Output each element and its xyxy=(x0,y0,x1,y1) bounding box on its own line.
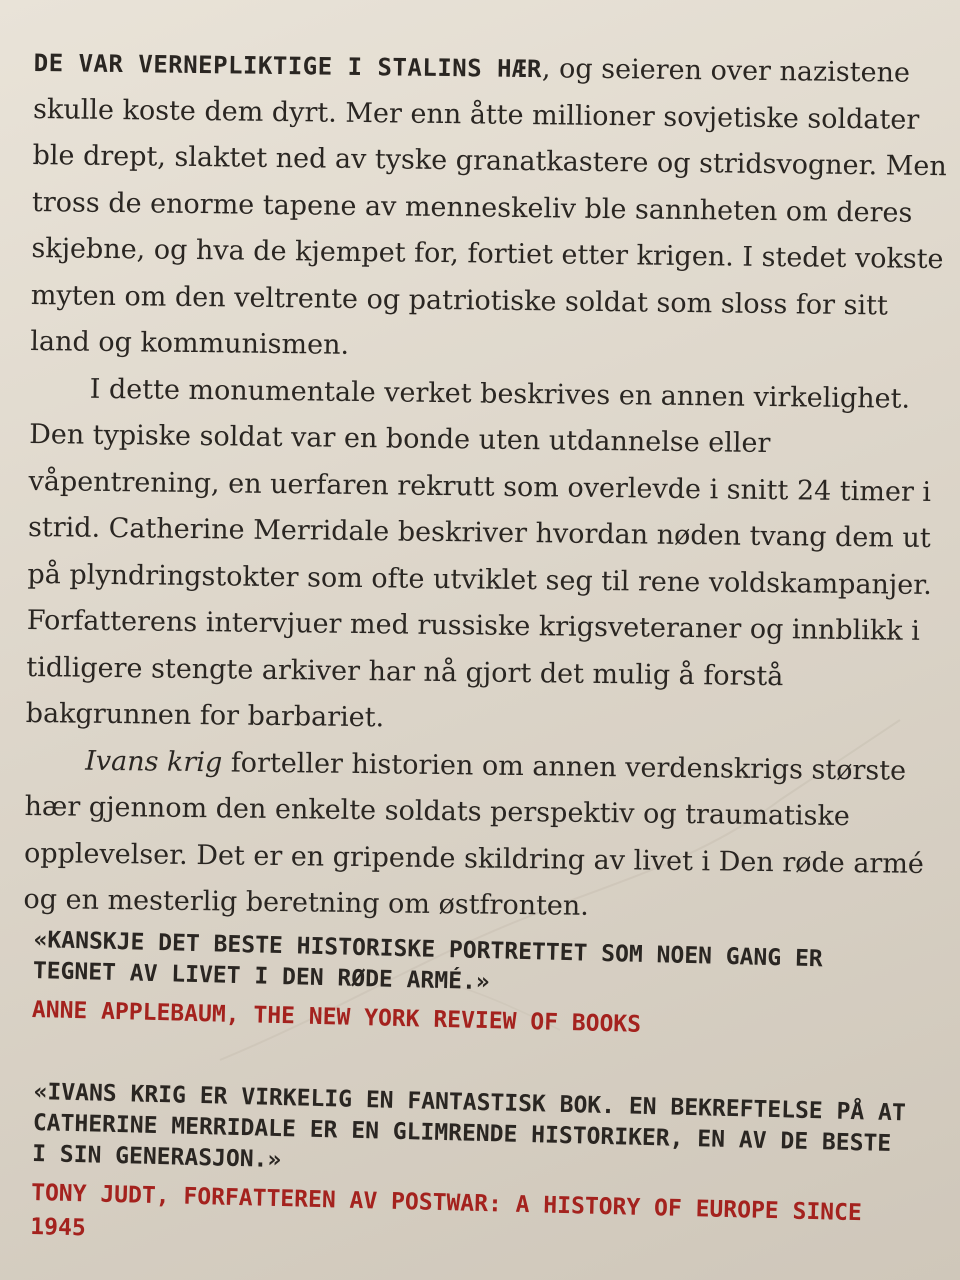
quote-text: «IVANS KRIG ER VIRKELIG EN FANTASTISK BOK. EN BEKREFTELSE PÅ AT CATHERINE MERRIDALE ER EN GLIMRENDE HISTORIKER, EN AV DE BESTE I SIN GENERASJON.» xyxy=(31,1078,907,1174)
back-cover-blurb xyxy=(23,40,954,924)
quote-text: «KANSKJE DET BESTE HISTORISKE PORTRETTET SOM NOEN GANG ER TEGNET AV LIVET I DEN RØDE ARMÉ.» xyxy=(32,926,824,996)
paragraph-1-text: , og seieren over nazistene skulle koste dem dyrt. Mer enn åtte millioner sovjetiske soldater ble drept, slaktet ned av tyske granatkastere og stridsvogner. Men tross de enorme tapene av menneskeliv ble sannheten om deres skjebne, og hva de kjempet for, fortiet etter krigen. I stedet vokste myten om den veltrente og patriotiske soldat som sloss for sitt land og kommunismen. xyxy=(30,53,947,361)
review-quote-2 xyxy=(30,1077,914,1265)
paragraph-2: I dette monumentale verket beskrives en annen virkelighet. Den typiske soldat var en bonde uten utdannelse eller våpentrening, en uerfaren rekrutt som overlevde i snitt 24 timer i strid. Catherine Merridale beskriver hvordan nøden tvang dem ut på plyndringstokter som ofte utviklet seg til rene voldskampanjer. Forfatterens intervjuer med russiske krigsveteraner og innblikk i tidligere stengte arkiver har nå gjort det mulig å forstå bakgrunnen for barbariet. xyxy=(25,373,932,734)
paragraph-3-text: forteller historien om annen verdenskrigs største hær gjennom den enkelte soldats perspektiv og traumatiske opplevelser. Det er en gripende skildring av livet i Den røde armé og en mesterlig beretning om østfronten. xyxy=(23,746,925,922)
review-quote-1 xyxy=(32,925,914,1048)
lead-in-smallcaps: DE VAR VERNEPLIKTIGE I STALINS HÆR xyxy=(33,48,543,84)
paragraph-3 xyxy=(23,737,945,934)
paragraph-1 xyxy=(30,40,954,377)
book-title-italic: Ivans krig xyxy=(85,745,223,778)
quote-source: TONY JUDT, FORFATTEREN AV POSTWAR: A HISTORY OF EUROPE SINCE 1945 xyxy=(30,1179,863,1242)
description-text xyxy=(23,40,954,935)
quote-source: ANNE APPLEBAUM, THE NEW YORK REVIEW OF BOOKS xyxy=(31,996,642,1038)
